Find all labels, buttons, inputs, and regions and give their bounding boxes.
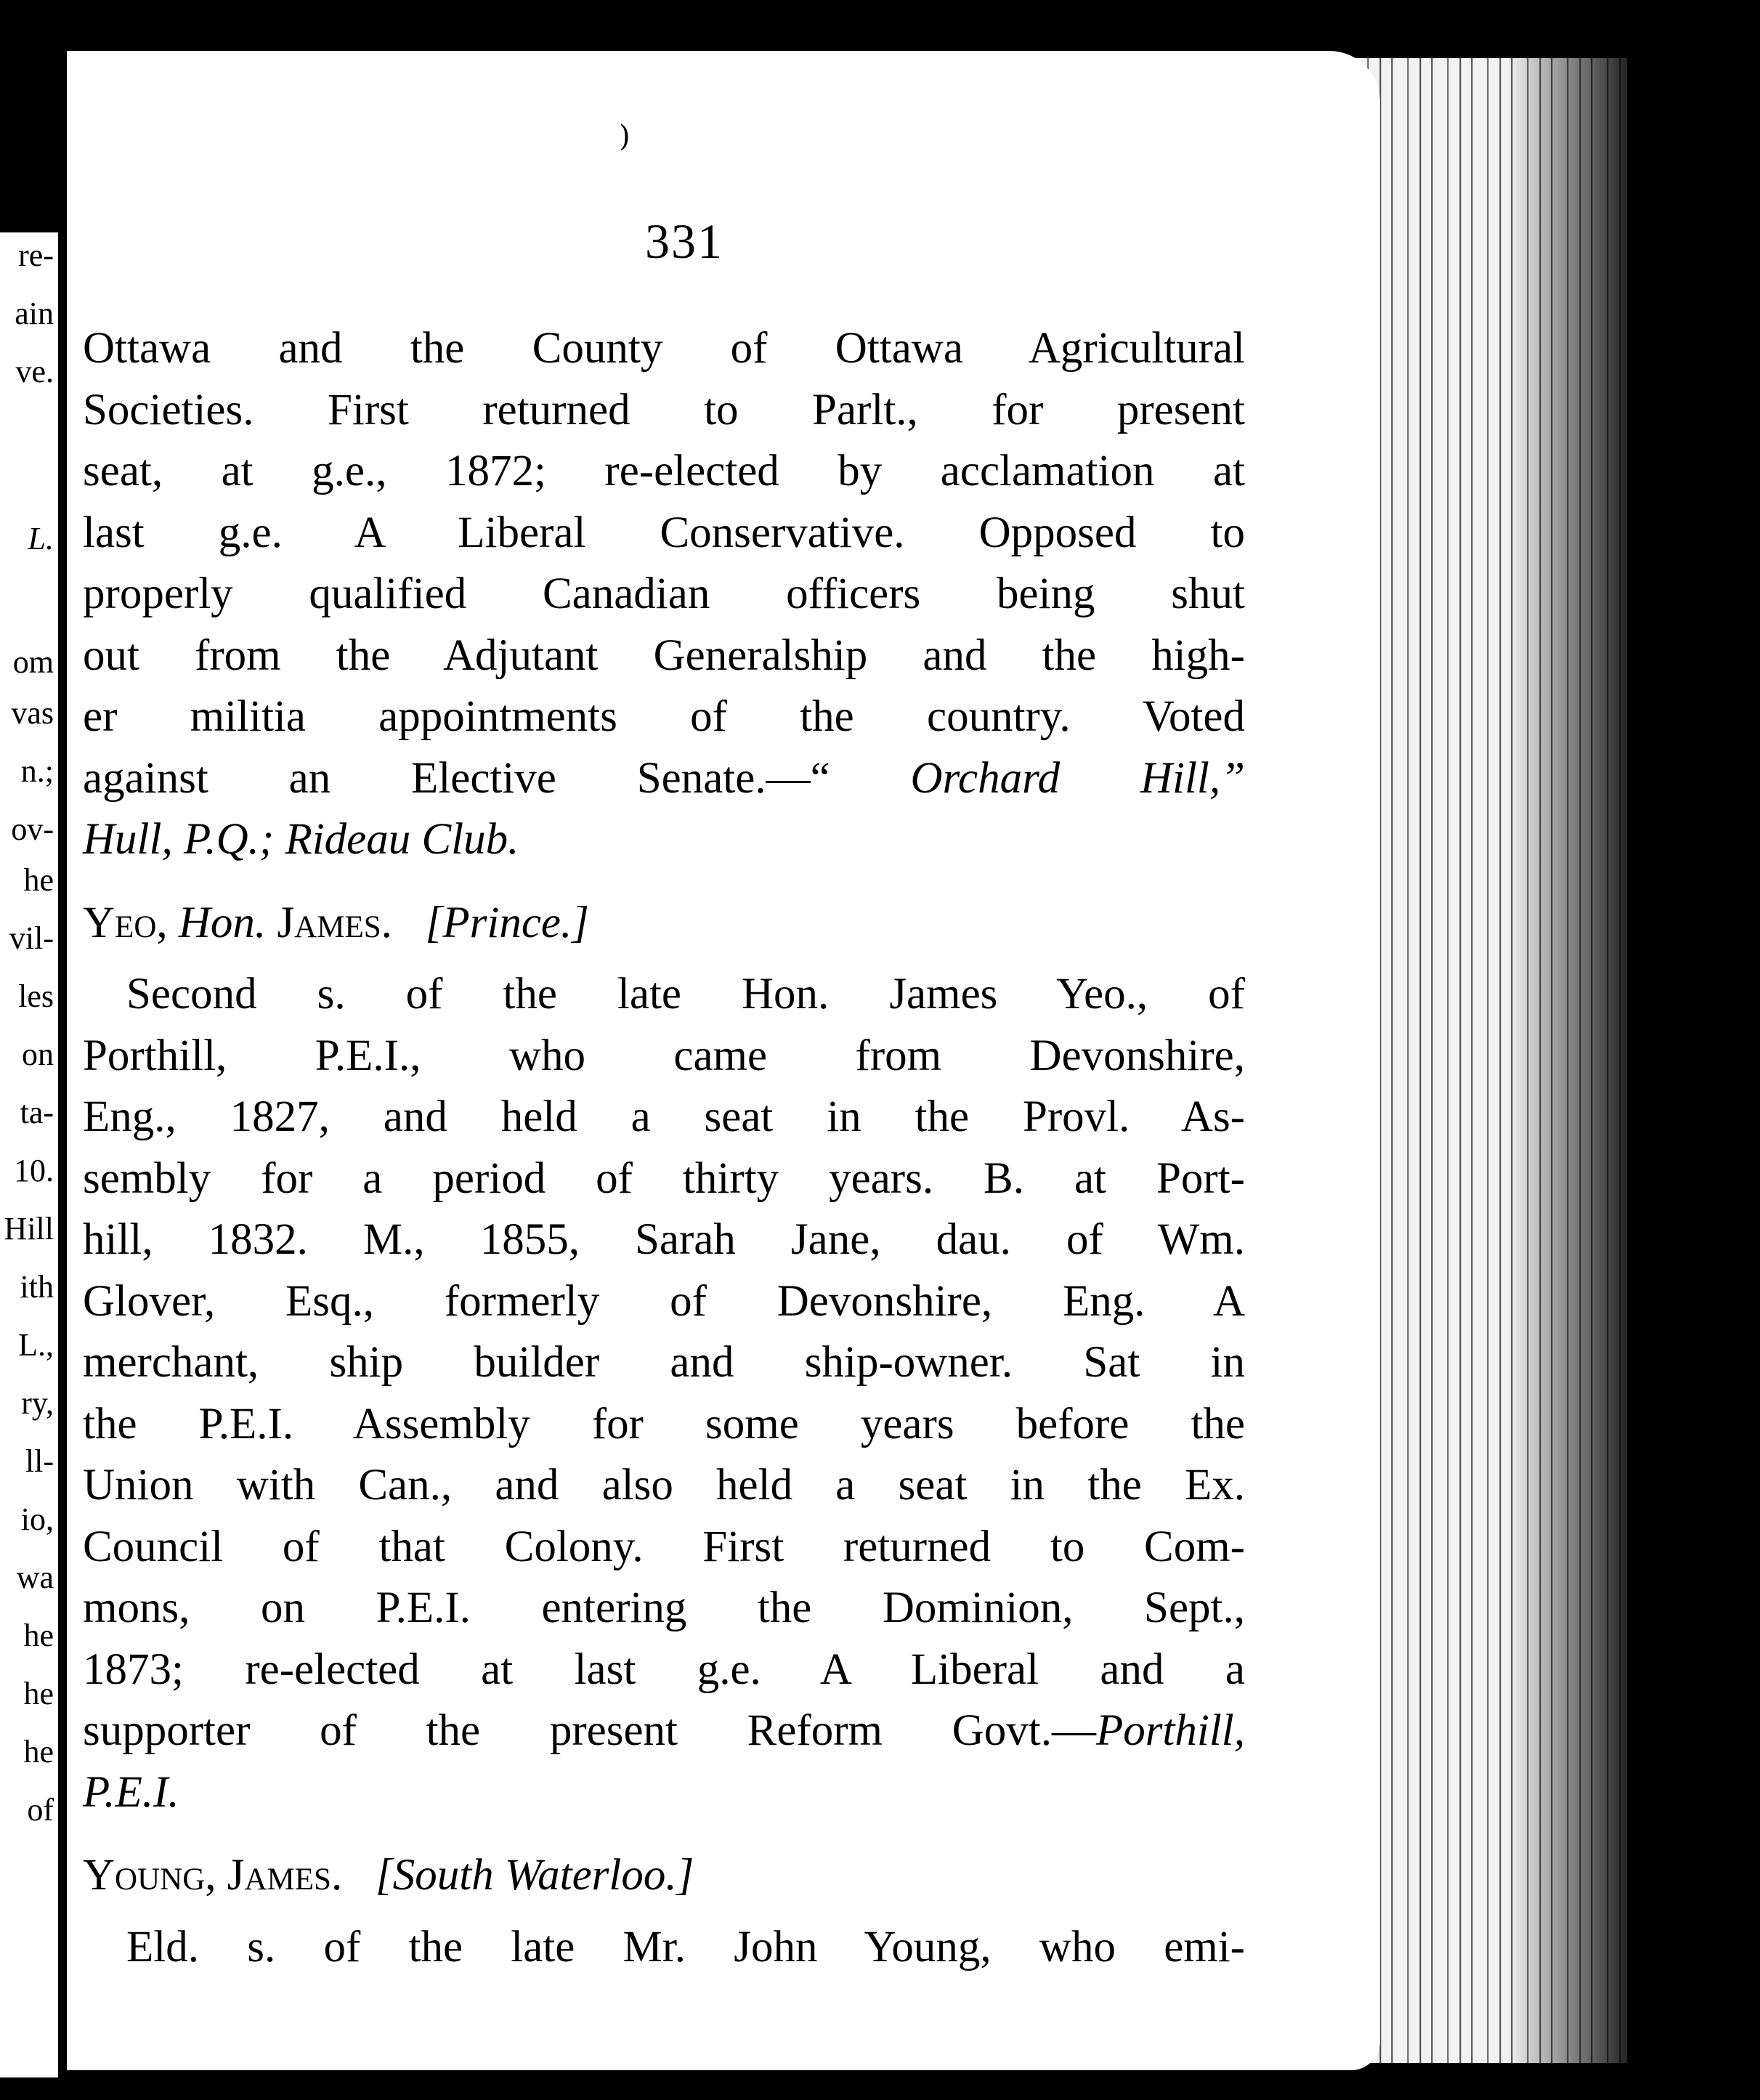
facing-page-text-fragment: ain	[15, 296, 54, 331]
facing-page-text-fragment: he	[23, 1734, 54, 1769]
text-fragment: against an Elective Senate.—“	[83, 753, 830, 803]
entry-given-name: James.	[277, 898, 392, 947]
facing-page-text-fragment: ov-	[11, 811, 54, 847]
facing-page-text-fragment: ith	[20, 1269, 54, 1305]
facing-page-text-fragment: ta-	[20, 1095, 54, 1130]
stray-mark: )	[619, 120, 630, 153]
entry-title: Hon.	[178, 898, 267, 947]
address: P.E.I.	[83, 1767, 179, 1817]
page-text	[83, 318, 1245, 1978]
facing-page-text-fragment: om	[12, 644, 54, 680]
facing-page-text-fragment: vil-	[9, 920, 54, 956]
facing-page-text-fragment: he	[23, 1676, 54, 1711]
text-line: properly qualified Canadian officers being shut	[83, 569, 1245, 618]
facing-page-text-fragment: L.,	[18, 1327, 54, 1363]
entry-heading	[83, 893, 1245, 954]
text-line: Ottawa and the County of Ottawa Agricultural	[83, 324, 1245, 373]
facing-page-text-fragment: 10.	[14, 1153, 54, 1188]
text-line: out from the Adjutant Generalship and the high-	[83, 631, 1245, 680]
text-line: seat, at g.e., 1872; re-elected by acclamation at	[83, 447, 1245, 495]
entry-constituency: [Prince.]	[425, 898, 589, 947]
facing-page-text-fragment: re-	[18, 238, 54, 273]
text-line: hill, 1832. M., 1855, Sarah Jane, dau. of Wm.	[83, 1215, 1245, 1264]
text-line	[83, 809, 1245, 871]
book-page	[67, 51, 1380, 2070]
entry-heading	[83, 1845, 1245, 1907]
text-line: mons, on P.E.I. entering the Dominion, Sept.,	[83, 1584, 1245, 1632]
text-line: Societies. First returned to Parlt., for present	[83, 385, 1245, 434]
facing-page-text-fragment: vas	[11, 695, 54, 731]
facing-page-text-fragment: wa	[16, 1560, 54, 1595]
text-line	[83, 1762, 1245, 1824]
text-line: Council of that Colony. First returned to Com-	[83, 1522, 1245, 1571]
residence-name: Porthill,	[1095, 1706, 1245, 1755]
residence-name: Orchard Hill,”	[910, 753, 1246, 803]
facing-page-text-fragment: ve.	[15, 354, 54, 389]
facing-page-text-fragment: of	[27, 1792, 54, 1828]
facing-page-text-fragment: ry,	[21, 1385, 54, 1421]
facing-page-text-fragment: he	[23, 862, 54, 898]
text-line: Eld. s. of the late Mr. John Young, who emi-	[126, 1922, 1245, 1971]
text-line	[83, 748, 1245, 810]
facing-page-text-fragment: on	[22, 1037, 54, 1072]
facing-page-text-fragment: ll-	[25, 1443, 54, 1479]
text-line: Eng., 1827, and held a seat in the Provl. As-	[83, 1092, 1245, 1141]
text-fragment: supporter of the present Reform Govt.—	[83, 1706, 1096, 1755]
text-line: Union with Can., and also held a seat in the Ex.	[83, 1461, 1245, 1509]
continued-entry	[83, 318, 1245, 871]
entry-constituency: [South Waterloo.]	[375, 1851, 694, 1900]
text-line: Porthill, P.E.I., who came from Devonshire,	[83, 1031, 1245, 1080]
text-line: last g.e. A Liberal Conservative. Opposed to	[83, 508, 1245, 557]
entry-surname: Yeo,	[83, 898, 168, 947]
text-line	[83, 1700, 1245, 1762]
text-line: merchant, ship builder and ship-owner. Sat in	[83, 1338, 1245, 1387]
facing-page-text-fragment: io,	[20, 1501, 54, 1537]
address: Hull, P.Q.; Rideau Club.	[83, 815, 519, 864]
facing-page-fragment	[0, 232, 58, 2077]
entry-young	[83, 1845, 1245, 1978]
entry-surname: Young,	[83, 1851, 216, 1900]
entry-yeo	[83, 893, 1245, 1824]
text-line: er militia appointments of the country. Voted	[83, 692, 1245, 741]
text-line: sembly for a period of thirty years. B. at Port-	[83, 1154, 1245, 1203]
text-line: Second s. of the late Hon. James Yeo., of	[126, 970, 1245, 1018]
facing-page-text-fragment: Hill	[4, 1211, 54, 1246]
entry-given-name: James.	[227, 1851, 343, 1900]
facing-page-text-fragment: n.;	[20, 753, 54, 789]
facing-page-text-fragment: les	[18, 978, 54, 1014]
facing-page-text-fragment: L.	[28, 521, 54, 556]
text-line: Glover, Esq., formerly of Devonshire, Eng. A	[83, 1276, 1245, 1326]
text-line: the P.E.I. Assembly for some years before the	[83, 1399, 1245, 1448]
page-number: 331	[645, 214, 723, 269]
text-line: 1873; re-elected at last g.e. A Liberal and a	[83, 1645, 1245, 1694]
facing-page-text-fragment: he	[23, 1618, 54, 1653]
